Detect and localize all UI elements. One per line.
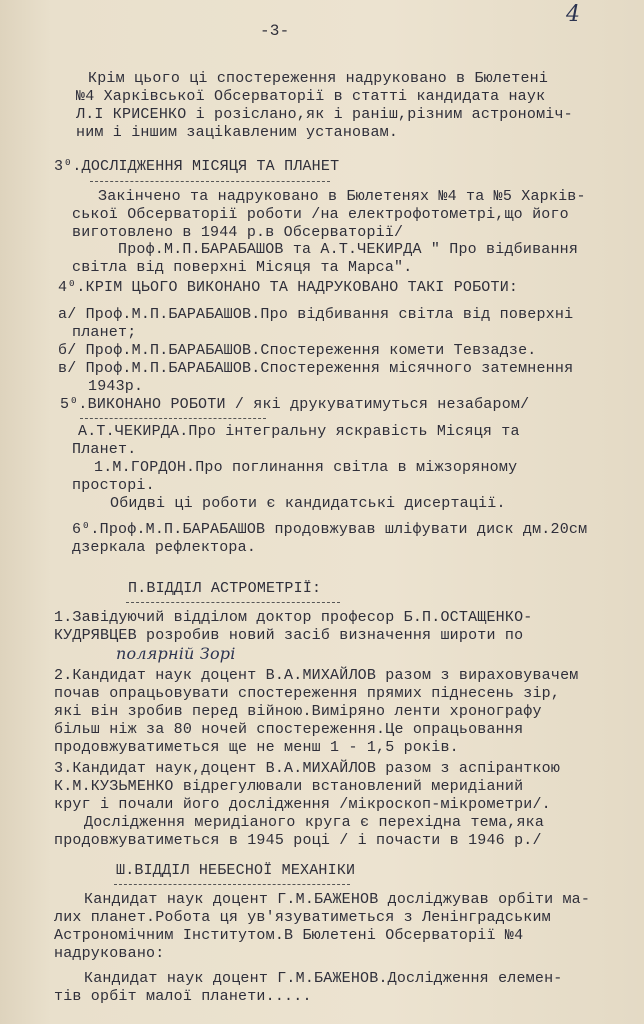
list-item: 1943р. [88, 378, 144, 395]
text-line: Кандидат наук доцент Г.М.БАЖЕНОВ досліджував орбіти ма- [84, 891, 591, 908]
section-heading: 5⁰.ВИКОНАНО РОБОТИ / які друкуватимуться незабаром/ [60, 396, 530, 413]
text-line: більш ніж за 80 ночей спостереження.Це опрацьовання [54, 721, 524, 738]
text-line: ської Обсерваторії роботи /на електрофотометрі,що його [72, 206, 569, 223]
heading-underline [90, 181, 330, 182]
text-line: Обидві ці роботи є кандидатські дисертації. [110, 495, 506, 512]
text-line: 1.М.ГОРДОН.Про поглинання світла в міжзоряному [94, 459, 518, 476]
list-item: в/ Проф.М.П.БАРАБАШОВ.Спостереження місячного затемнення [58, 360, 574, 377]
text-line: Крім цього ці спостереження надруковано в Бюлетені [88, 70, 549, 87]
text-line: №4 Харківської Обсерваторії в статті кандидата наук [76, 88, 546, 105]
handwritten-page-number: 4 [566, 2, 581, 27]
text-line: які він зробив перед війною.Виміряно ленти хронографу [54, 703, 542, 720]
text-line: Закінчено та надруковано в Бюлетенях №4 та №5 Харків- [98, 188, 586, 205]
text-line: почав опрацьовувати спостереження прямих піднесень зір, [54, 685, 561, 702]
text-line: продовжуватиметься ще не менш 1 - 1,5 років. [54, 739, 459, 756]
text-line: просторі. [72, 477, 155, 494]
handwritten-note: полярній Зорі [116, 644, 236, 663]
list-item: планет; [72, 324, 137, 341]
text-line: продовжуватиметься в 1945 році / і почасти в 1946 р./ [54, 832, 542, 849]
text-line: ним і іншим заціkавленим установам. [76, 124, 399, 141]
heading-underline [114, 884, 350, 885]
text-line: Планет. [72, 441, 137, 458]
text-line: Астрономічним Інститутом.В Бюлетені Обсерваторії №4 [54, 927, 524, 944]
text-line: Дослідження меридіаного круга є перехідна тема,яка [84, 814, 545, 831]
text-line: Кандидат наук доцент Г.М.БАЖЕНОВ.Дослідження елемен- [84, 970, 563, 987]
text-line: Проф.М.П.БАРАБАШОВ та А.Т.ЧЕКИРДА " Про відбивання [118, 241, 579, 258]
text-line: Л.І КРИСЕНКО і розіслано,як і раніш,різним астрономіч- [76, 106, 573, 123]
section-heading: 4⁰.КРІМ ЦЬОГО ВИКОНАНО ТА НАДРУКОВАНО ТАКІ РОБОТИ: [58, 279, 519, 296]
list-item: а/ Проф.М.П.БАРАБАШОВ.Про відбивання світла від поверхні [58, 306, 574, 323]
text-line: 2.Кандидат наук доцент В.А.МИХАЙЛОВ разом з вираховувачем [54, 667, 579, 684]
text-line: виготовлено в 1944 р.в Обсерваторії/ [72, 224, 404, 241]
text-line: 6⁰.Проф.М.П.БАРАБАШОВ продовжував шліфувати диск дм.20см [72, 521, 588, 538]
text-line: лих планет.Робота ця ув'язуватиметься з Ленінградським [54, 909, 551, 926]
heading-underline [80, 418, 266, 419]
list-item: б/ Проф.М.П.БАРАБАШОВ.Спостереження комети Тевзадзе. [58, 342, 537, 359]
text-line: надруковано: [54, 945, 165, 962]
text-line: дзеркала рефлектора. [72, 539, 257, 556]
heading-underline [126, 602, 340, 603]
section-heading: 3⁰.ДОСЛІДЖЕННЯ МІСЯЦЯ ТА ПЛАНЕТ [54, 158, 340, 175]
section-heading: Ш.ВІДДІЛ НЕБЕСНОЇ МЕХАНІКИ [116, 862, 356, 879]
text-line: 1.Завідуючий відділом доктор професор Б.П.ОСТАЩЕНКО- [54, 609, 533, 626]
text-line: круг і почали його дослідження /мікроскоп-мікрометри/. [54, 796, 551, 813]
text-line: К.М.КУЗЬМЕНКО відрегулювали встановлений меридіаний [54, 778, 524, 795]
page-number: -3- [260, 22, 290, 40]
text-line: 3.Кандидат наук,доцент В.А.МИХАЙЛОВ разом з аспіранткою [54, 760, 561, 777]
text-line: світла від поверхні Місяця та Марса". [72, 259, 413, 276]
text-line: А.Т.ЧЕКИРДА.Про інтегральну яскравість Місяця та [78, 423, 520, 440]
text-line: КУДРЯВЦЕВ розробив новий засіб визначення широти по [54, 627, 524, 644]
text-line: тів орбіт малої планети..... [54, 988, 312, 1005]
section-heading: П.ВІДДІЛ АСТРОМЕТРІЇ: [128, 580, 322, 597]
